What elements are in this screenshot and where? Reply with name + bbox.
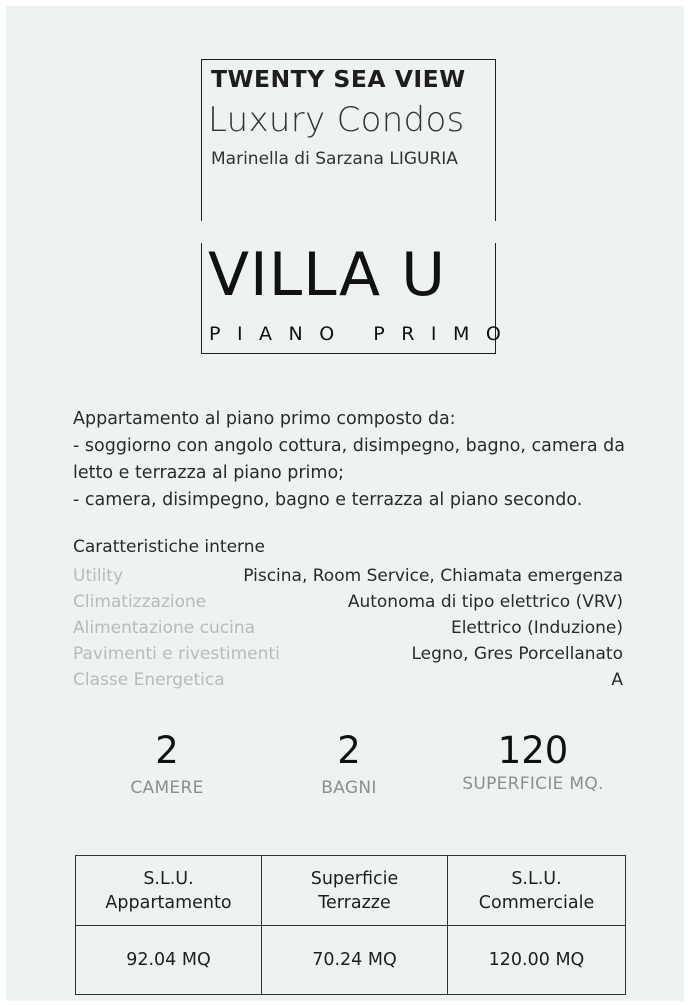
feature-row — [73, 563, 623, 589]
feature-value: Autonoma di tipo elettrico (VRV) — [347, 592, 623, 612]
table-cell: 120.00 MQ — [448, 926, 626, 995]
feature-value: Legno, Gres Porcellanato — [411, 644, 623, 664]
table-header-row — [76, 856, 626, 926]
header-line: Terrazze — [318, 892, 391, 913]
feature-row — [73, 615, 623, 641]
header-cell — [76, 856, 262, 926]
villa-name: VILLA U — [208, 240, 447, 310]
header-cell — [448, 856, 626, 926]
table-cell: 70.24 MQ — [262, 926, 448, 995]
table-cell: 92.04 MQ — [76, 926, 262, 995]
stat-surface — [438, 731, 628, 797]
summary-table — [75, 855, 626, 995]
brand-location: Marinella di Sarzana LIGURIA — [211, 149, 458, 169]
brand-subtitle: Luxury Condos — [208, 100, 465, 140]
stat-bedrooms-label: CAMERE — [130, 778, 204, 798]
header-line: S.L.U. — [143, 868, 194, 889]
feature-label: Alimentazione cucina — [73, 618, 256, 638]
header-cell — [262, 856, 448, 926]
feature-value: Piscina, Room Service, Chiamata emergenza — [243, 566, 623, 586]
features-section — [73, 537, 623, 693]
header-line: Commerciale — [478, 892, 595, 913]
table-row — [76, 926, 626, 995]
header-line: S.L.U. — [511, 868, 562, 889]
description — [73, 406, 625, 514]
feature-label: Classe Energetica — [73, 670, 225, 690]
description-first-floor: - soggiorno con angolo cottura, disimpegno, bagno, camera da letto e terrazza al piano primo; — [73, 436, 625, 483]
feature-value: A — [611, 670, 623, 690]
header-line: Appartamento — [105, 892, 232, 913]
feature-row — [73, 641, 623, 667]
feature-row — [73, 667, 623, 693]
stat-bedrooms-value: 2 — [155, 729, 179, 772]
header-line: Superficie — [310, 868, 399, 889]
features-title: Caratteristiche interne — [73, 537, 265, 557]
stat-bathrooms-label: BAGNI — [321, 778, 377, 798]
stat-bathrooms-value: 2 — [337, 729, 361, 772]
description-intro: Appartamento al piano primo composto da: — [73, 409, 456, 429]
feature-label: Climatizzazione — [73, 592, 207, 612]
stat-bathrooms — [254, 731, 444, 801]
feature-label: Pavimenti e rivestimenti — [73, 644, 280, 664]
feature-row — [73, 589, 623, 615]
stat-bedrooms — [72, 731, 262, 801]
frame-gap-left — [199, 221, 205, 243]
frame-gap-right — [493, 221, 499, 243]
brand-title: TWENTY SEA VIEW — [211, 65, 466, 93]
villa-floor: PIANO PRIMO — [209, 323, 518, 345]
stat-surface-value: 120 — [497, 729, 569, 772]
description-second-floor: - camera, disimpegno, bagno e terrazza al piano secondo. — [73, 490, 583, 510]
feature-value: Elettrico (Induzione) — [450, 618, 623, 638]
stat-surface-label: SUPERFICIE MQ. — [462, 774, 604, 794]
feature-label: Utility — [73, 566, 124, 586]
